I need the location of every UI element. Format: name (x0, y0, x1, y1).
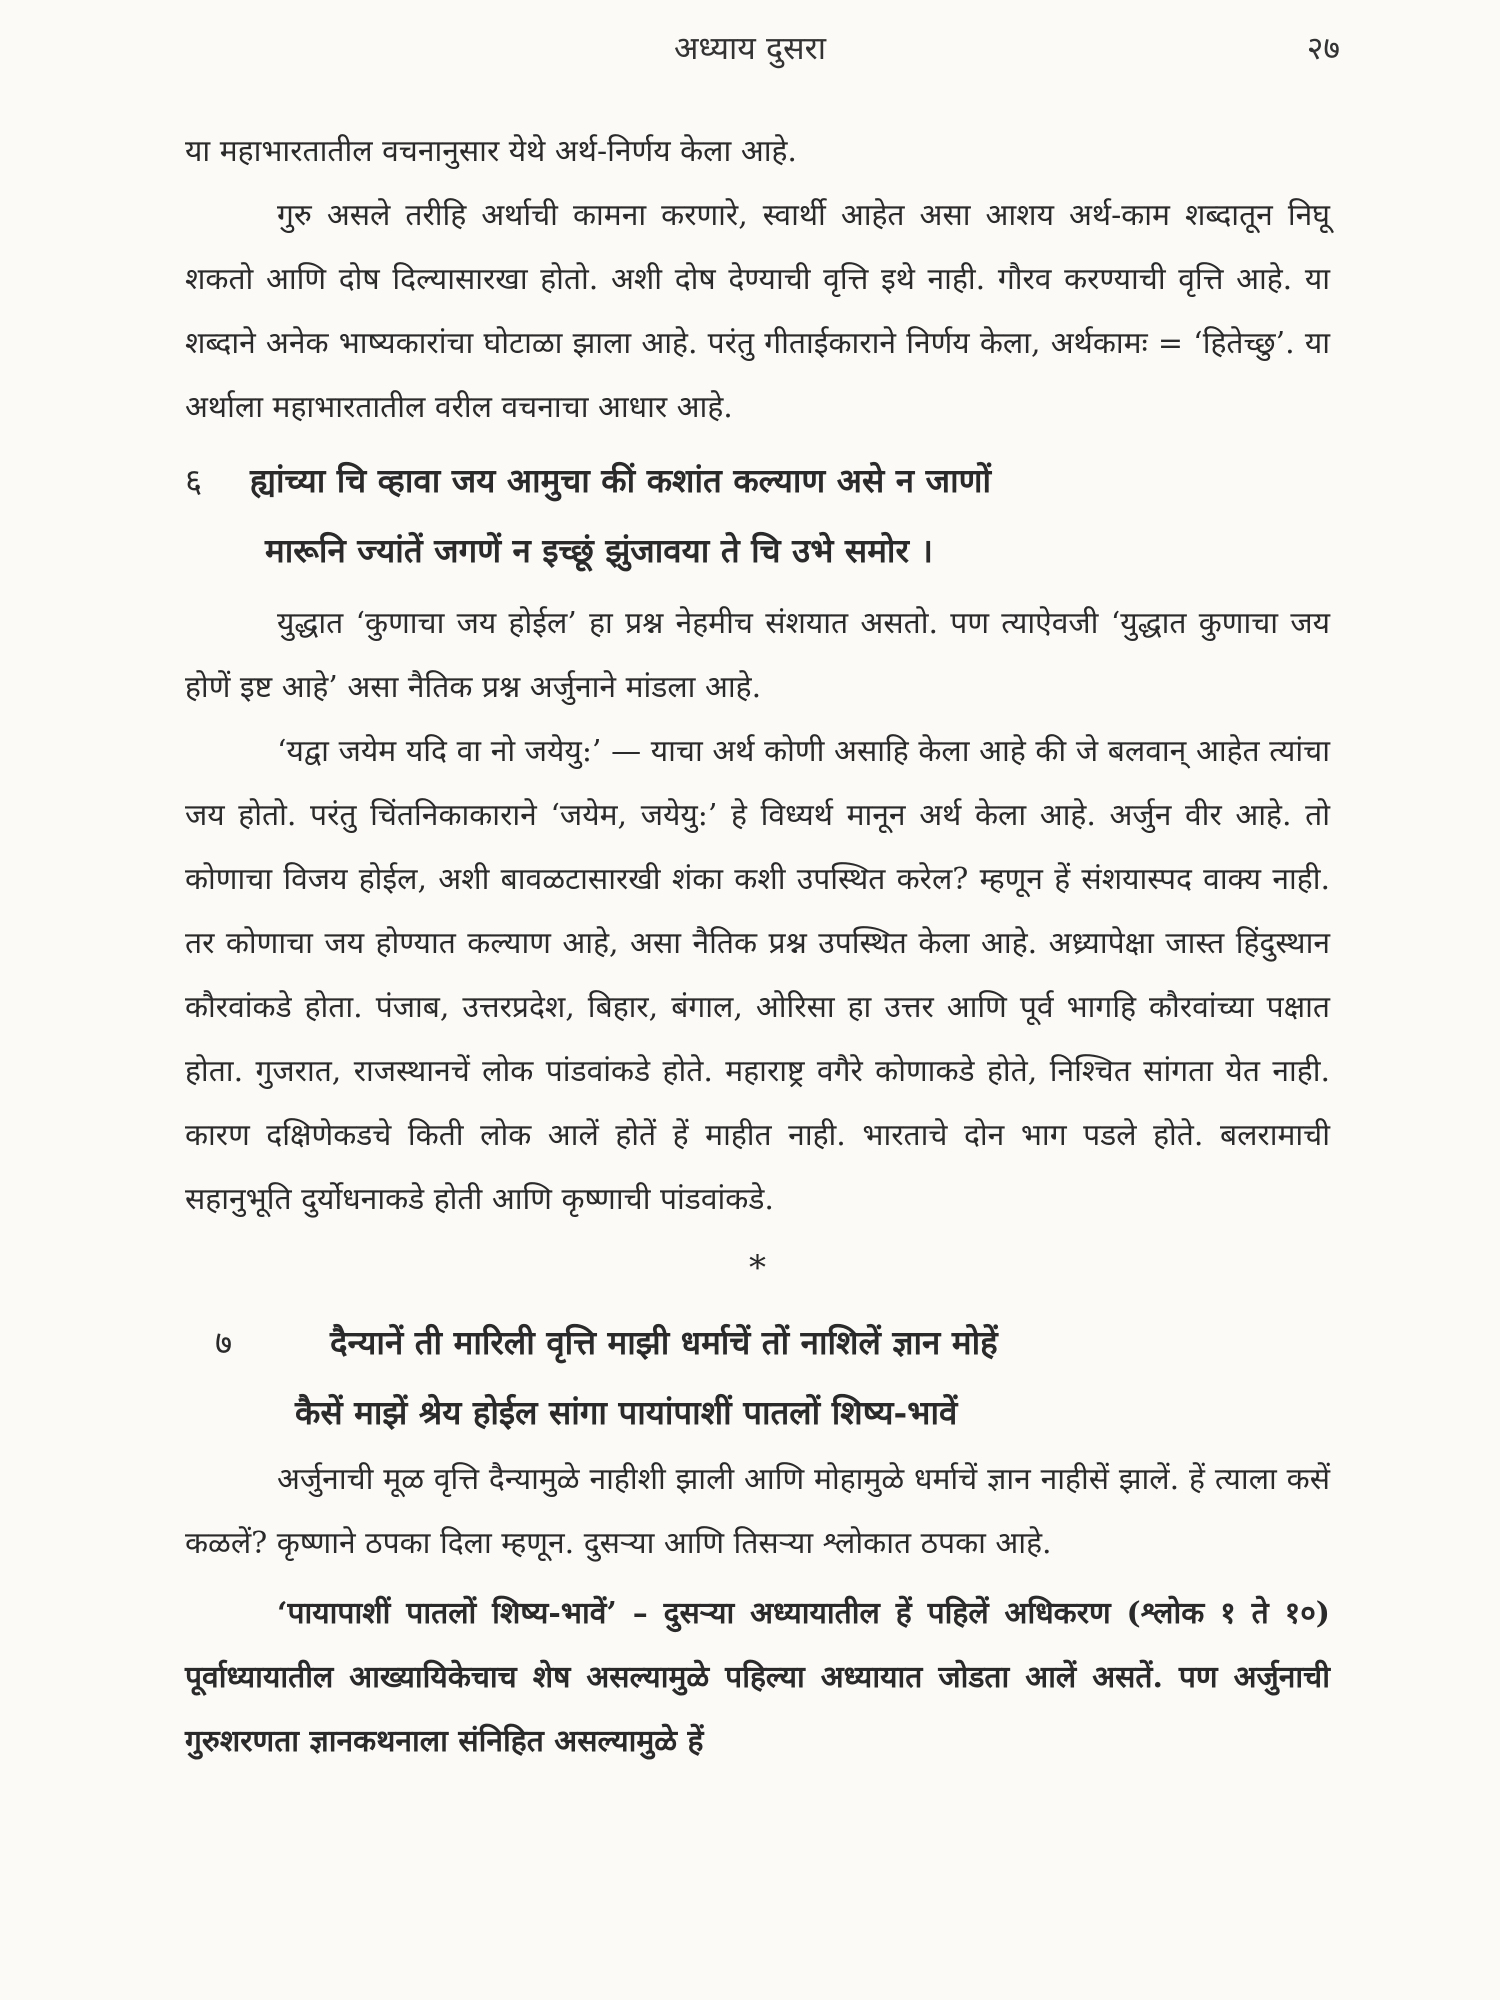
page-body (185, 120, 1330, 1774)
chapter-title: अध्याय दुसरा (673, 29, 827, 67)
page-header (0, 18, 1500, 78)
verse-7-number: ७ (215, 1323, 233, 1362)
section-separator: * (749, 1248, 766, 1288)
verse-7-line-1-text: दैन्यानें ती मारिली वृत्ति माझी धर्माचें तों नाशिलें ज्ञान मोहें (330, 1323, 998, 1362)
verse-6-line-1 (185, 446, 1330, 516)
verse-6-number: ६ (185, 461, 203, 500)
paragraph-4: ‘यद्वा जयेम यदि वा नो जयेयु:’ — याचा अर्थ कोणी असाहि केला आहे की जे बलवान् आहेत त्यांचा जय होतो. परंतु चिंतनिकाकाराने ‘जयेम, जयेयु:’ हे विध्यर्थ मानून अर्थ केला आहे. अर्जुन वीर आहे. तो कोणाचा विजय होईल, अशी बावळटासारखी शंका कशी उपस्थित करेल? म्हणून हें संशयास्पद वाक्य नाही. तर कोणाचा जय होण्यात कल्याण आहे, असा नैतिक प्रश्न उपस्थित केला आहे. अध्र्यापेक्षा जास्त हिंदुस्थान कौरवांकडे होता. पंजाब, उत्तरप्रदेश, बिहार, बंगाल, ओरिसा हा उत्तर आणि पूर्व भागहि कौरवांच्या पक्षात होता. गुजरात, राजस्थानचें लोक पांडवांकडे होते. महाराष्ट्र वगैरे कोणाकडे होते, निश्चित सांगता येत नाही. कारण दक्षिणेकडचे किती लोक आलें होतें हें माहीत नाही. भारताचे दोन भाग पडले होते. बलरामाची सहानुभूति दुर्योधनाकडे होती आणि कृष्णाची पांडवांकडे. (185, 734, 1330, 1217)
verse-7 (185, 1308, 1330, 1448)
verse-6 (185, 446, 1330, 586)
paragraph-5: अर्जुनाची मूळ वृत्ति दैन्यामुळे नाहीशी झाली आणि मोहामुळे धर्माचें ज्ञान नाहीसें झालें. हें त्याला कसें कळलें? कृष्णाने ठपका दिला म्हणून. दुसऱ्या आणि तिसऱ्या श्लोकात ठपका आहे. (185, 1462, 1330, 1561)
verse-7-line-2: कैसें माझें श्रेय होईल सांगा पायांपाशीं पातलों शिष्य-भावें (295, 1393, 958, 1432)
paragraph-2: गुरु असले तरीहि अर्थाची कामना करणारे, स्वार्थी आहेत असा आशय अर्थ-काम शब्दातून निघू शकतो आणि दोष दिल्यासारखा होतो. अशी दोष देण्याची वृत्ति इथे नाही. गौरव करण्याची वृत्ति आहे. या शब्दाने अनेक भाष्यकारांचा घोटाळा झाला आहे. परंतु गीताईकाराने निर्णय केला, अर्थकामः = ‘हितेच्छु’. या अर्थाला महाभारतातील वरील वचनाचा आधार आहे. (185, 198, 1330, 425)
paragraph-6: ‘पायापाशीं पातलों शिष्य-भावें’ – दुसऱ्या अध्यायातील हें पहिलें अधिकरण (श्लोक १ ते १०) पूर्वाध्यायातील आख्यायिकेचाच शेष असल्यामुळे पहिल्या अध्यायात जोडता आलें असतें. पण अर्जुनाची गुरुशरणता ज्ञानकथनाला संनिहित असल्यामुळे हें (185, 1596, 1330, 1759)
verse-7-line-1 (185, 1308, 1330, 1378)
paragraph-1: या महाभारतातील वचनानुसार येथे अर्थ-निर्णय केला आहे. (185, 134, 797, 169)
verse-6-line-2: मारूनि ज्यांतें जगणें न इच्छूं झुंजावया ते चि उभे समोर । (265, 531, 933, 570)
verse-6-line-1-text: ह्यांच्या चि व्हावा जय आमुचा कीं कशांत कल्याण असे न जाणों (250, 461, 992, 500)
paragraph-3: युद्धात ‘कुणाचा जय होईल’ हा प्रश्न नेहमीच संशयात असतो. पण त्याऐवजी ‘युद्धात कुणाचा जय होणें इष्ट आहे’ असा नैतिक प्रश्न अर्जुनाने मांडला आहे. (185, 606, 1330, 705)
page-number: २७ (1306, 29, 1340, 67)
